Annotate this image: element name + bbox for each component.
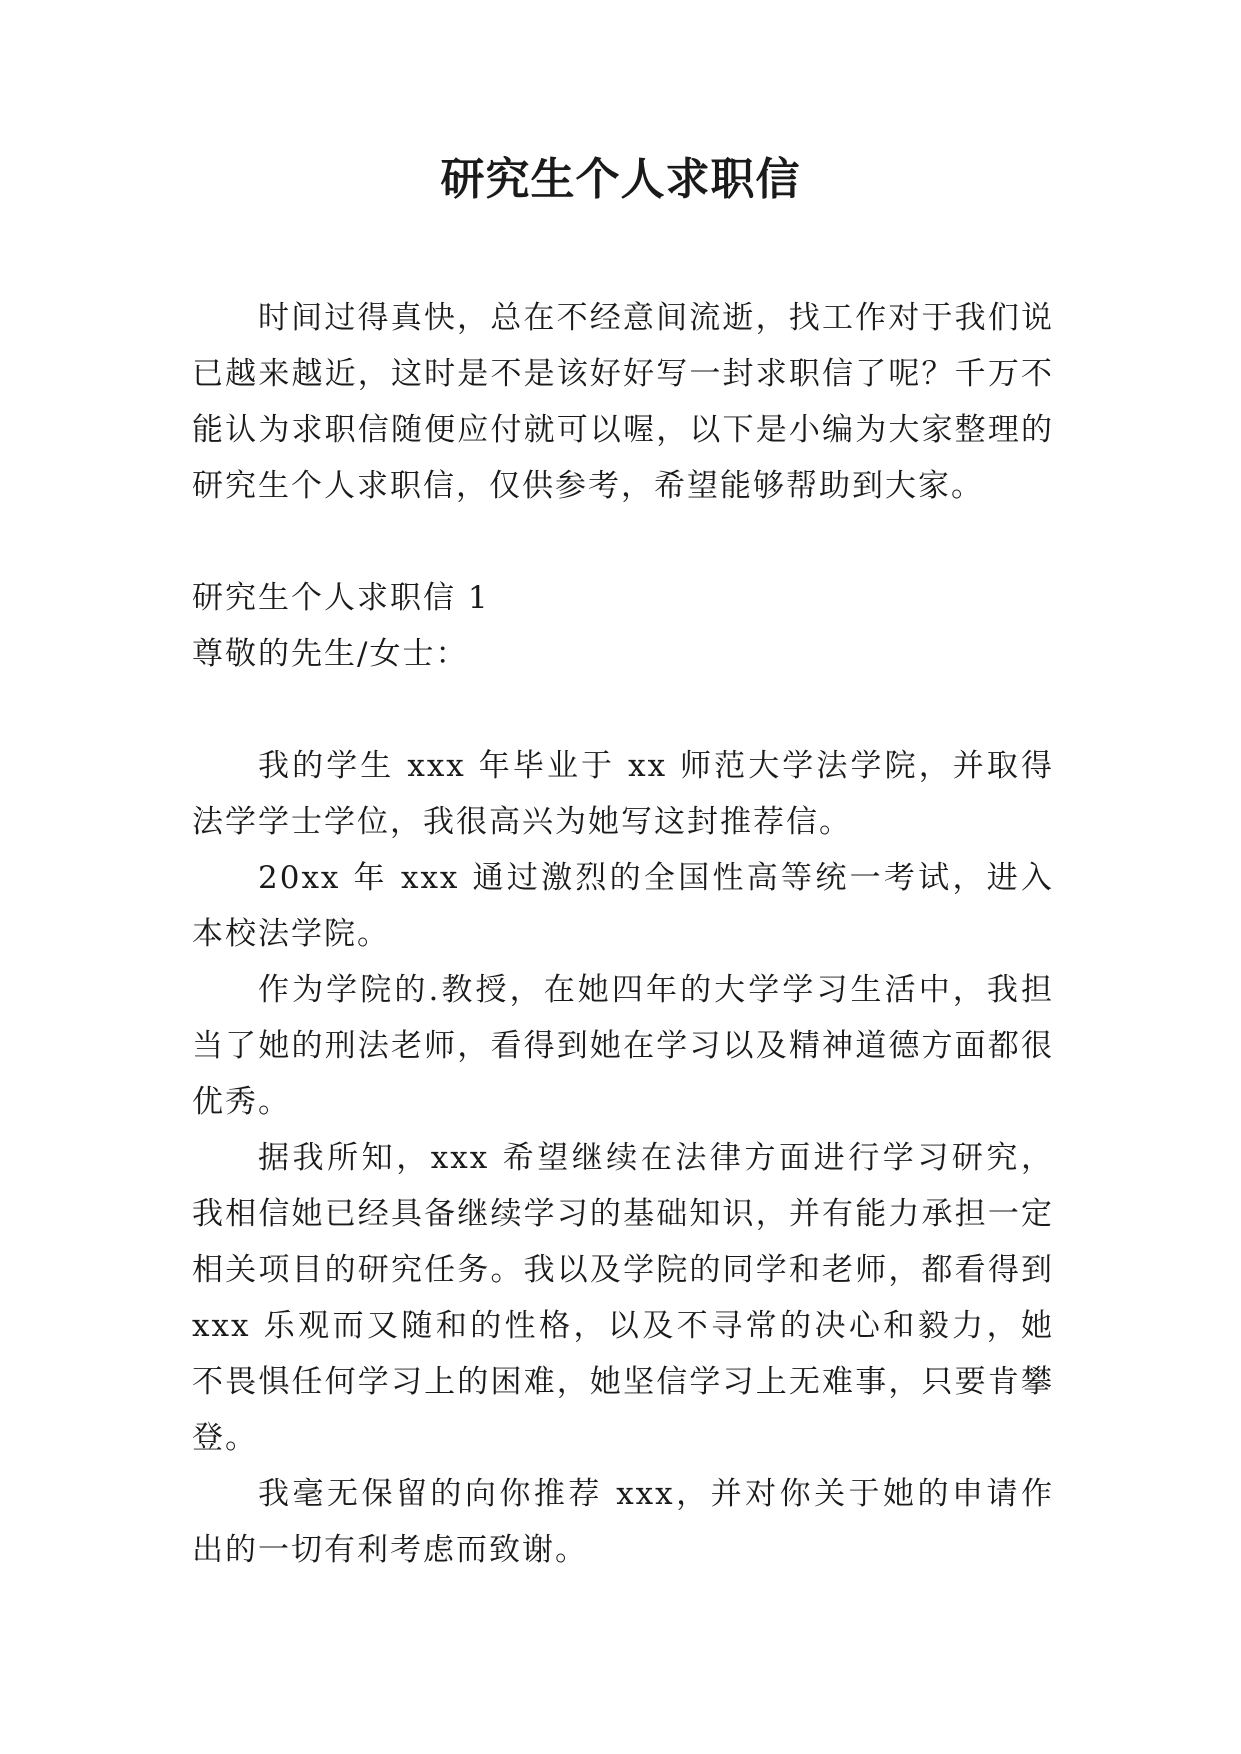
document-body — [192, 290, 1054, 1578]
body-paragraph: 我的学生 xxx 年毕业于 xx 师范大学法学院，并取得法学学士学位，我很高兴为她写这封推荐信。 — [192, 748, 1054, 840]
document-title: 研究生个人求职信 — [440, 154, 801, 205]
body-paragraph: 20xx 年 xxx 通过激烈的全国性高等统一考试，进入本校法学院。 — [192, 860, 1054, 952]
section-heading: 研究生个人求职信 1 — [192, 580, 490, 616]
salutation: 尊敬的先生/女士： — [192, 636, 469, 672]
body-paragraph: 据我所知，xxx 希望继续在法律方面进行学习研究，我相信她已经具备继续学习的基础知识，并有能力承担一定相关项目的研究任务。我以及学院的同学和老师，都看得到 xxx 乐观而又随和的性格，以及不寻常的决心和毅力，她不畏惧任何学习上的困难，她坚信学习上无难事，只要肯攀登。 — [192, 1140, 1054, 1456]
intro-paragraph: 时间过得真快，总在不经意间流逝，找工作对于我们说已越来越近，这时是不是该好好写一封求职信了呢？千万不能认为求职信随便应付就可以喔，以下是小编为大家整理的研究生个人求职信，仅供参考，希望能够帮助到大家。 — [192, 300, 1054, 504]
body-paragraph: 我毫无保留的向你推荐 xxx，并对你关于她的申请作出的一切有利考虑而致谢。 — [192, 1476, 1054, 1568]
body-paragraph: 作为学院的.教授，在她四年的大学学习生活中，我担当了她的刑法老师，看得到她在学习以及精神道德方面都很优秀。 — [192, 972, 1054, 1120]
